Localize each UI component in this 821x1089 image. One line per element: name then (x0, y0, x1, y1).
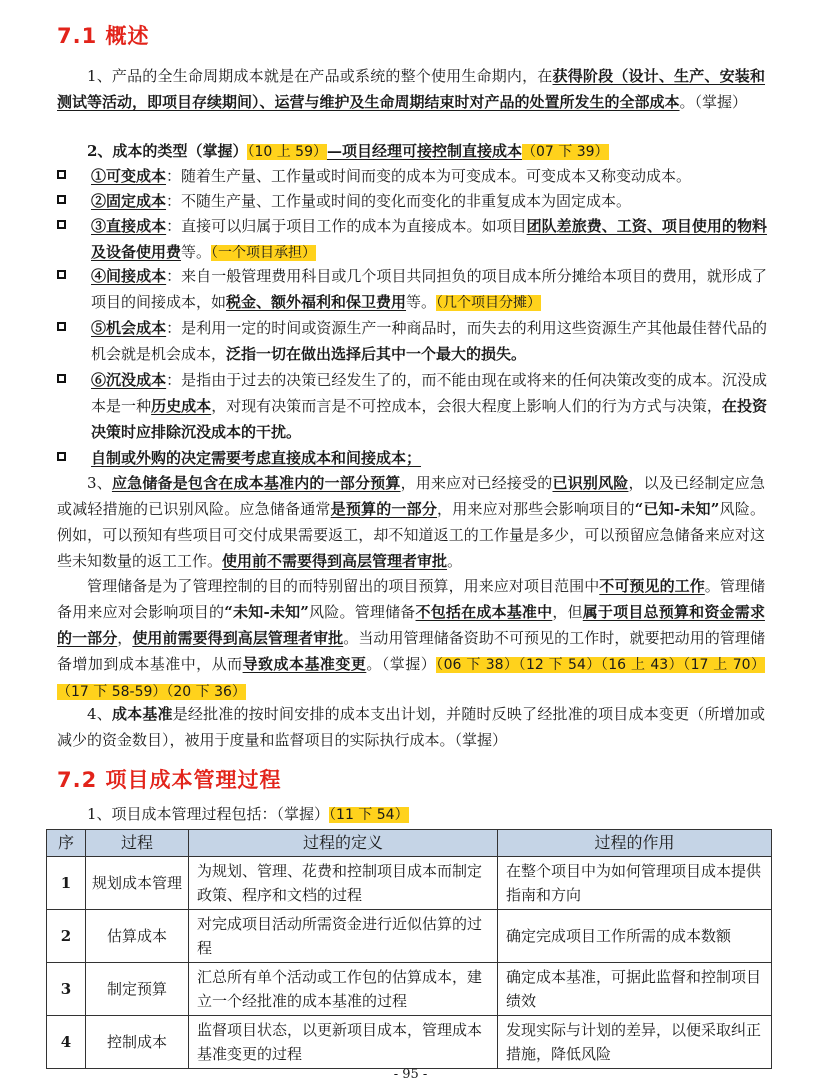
underlined-text: 使用前需要得到高层管理者审批 (132, 629, 344, 647)
process-role: 确定成本基准，可据此监督和控制项目绩效 (498, 963, 772, 1016)
underlined-text: 税金、额外福利和保卫费用 (226, 293, 407, 311)
text: 。（掌握） (366, 655, 437, 673)
underlined-text: 团队差旅费、工资、项目使用的物料及设备使用费 (91, 217, 767, 261)
exam-highlight: （11 下 54） (329, 807, 409, 823)
bold-text: 泛指一切在做出选择后其中一个最大的损失。 (226, 345, 527, 363)
process-role: 发现实际与计划的差异，以便采取纠正措施，降低风险 (498, 1016, 772, 1069)
exam-highlight: （几个项目分摊） (436, 295, 542, 311)
text: 1、产品的全生命周期成本就是在产品或系统的整个使用生命期内，在 (87, 67, 553, 85)
exam-highlight: （07 下 39） (522, 144, 609, 160)
section-heading-7-2: 7.2 项目成本管理过程 (57, 768, 282, 792)
process-role: 确定完成项目工作所需的成本数额 (498, 910, 772, 963)
paragraph-management-reserve (57, 573, 765, 705)
section-heading-7-1: 7.1 概述 (57, 24, 150, 48)
text: 。当动用管理储备资助不可预见的工作时，就要把动用的管理储备增加到成本基准中，从而 (57, 629, 765, 673)
table-row (47, 963, 772, 1016)
text: 风险。管理储备 (308, 603, 416, 621)
bullet-sunk-cost (57, 367, 767, 445)
table-row (47, 1016, 772, 1069)
text: 2、成本的类型（掌握） (87, 142, 248, 160)
text: 4、 (87, 705, 112, 723)
text: ：是利用一定的时间或资源生产一种商品时，而失去的利用这些资源生产其他最佳替代品的机会就是机会成本， (91, 319, 767, 363)
process-name: 估算成本 (86, 910, 189, 963)
underlined-text: 获得阶段（设计、生产、安装和测试等活动，即项目存续期间）、运营与维护及生命周期结束时对产品的处置所发生的全部成本 (57, 67, 765, 111)
text: 1、项目成本管理过程包括：（掌握） (87, 805, 330, 823)
row-number: 4 (47, 1016, 86, 1069)
bold-text: 成本基准 (111, 705, 173, 723)
exam-highlight: （一个项目承担） (211, 245, 317, 261)
paragraph-cost-types (57, 138, 765, 165)
table-row (47, 857, 772, 910)
underlined-text: 自制或外购的决定需要考虑直接成本和间接成本； (91, 449, 422, 467)
text: 。（掌握） (679, 93, 748, 111)
exam-highlight: （06 下 38）（12 下 54）（16 上 43）（17 上 70）（17 下 58-59）（20 下 36） (57, 657, 765, 700)
text: ，用来应对那些会影响项目的 (437, 500, 635, 518)
bullet-fixed-cost (57, 188, 767, 214)
paragraph-process-intro (57, 801, 765, 828)
header-process: 过程 (86, 830, 189, 857)
process-name: 制定预算 (86, 963, 189, 1016)
header-definition: 过程的定义 (189, 830, 498, 857)
term: ⑤机会成本 (91, 319, 167, 337)
text: ，但 (552, 603, 583, 621)
header-role: 过程的作用 (498, 830, 772, 857)
term: ④间接成本 (91, 267, 167, 285)
term: ⑥沉没成本 (91, 371, 167, 389)
process-name: 规划成本管理 (86, 857, 189, 910)
checkbox-bullet-icon (57, 322, 66, 331)
underlined-text: 使用前不需要得到高层管理者审批 (222, 552, 448, 570)
text: 等。 (406, 293, 437, 311)
bold-text: “已知-未知” (634, 500, 720, 518)
row-number: 1 (47, 857, 86, 910)
underlined-text: 不可预见的工作 (599, 577, 705, 595)
underlined-text: 历史成本 (151, 397, 212, 415)
row-number: 3 (47, 963, 86, 1016)
table-header-row (47, 830, 772, 857)
bullet-indirect-cost (57, 263, 767, 316)
bullet-opportunity-cost (57, 315, 767, 367)
page-number: - 95 - (393, 1067, 428, 1082)
underlined-text: 不包括在成本基准中 (415, 603, 553, 621)
text: ：来自一般管理费用科目或几个项目共同担负的项目成本所分摊给本项目的费用，就形成了项目的间接成本，如 (91, 267, 767, 311)
table-row (47, 910, 772, 963)
paragraph-lifecycle-cost (57, 63, 765, 115)
bold-text: “未知-未知” (224, 603, 309, 621)
process-role: 在整个项目中为如何管理项目成本提供指南和方向 (498, 857, 772, 910)
text: ，用来应对已经接受的 (400, 474, 553, 492)
process-definition: 汇总所有单个活动或工作包的估算成本，建立一个经批准的成本基准的过程 (189, 963, 498, 1016)
row-number: 2 (47, 910, 86, 963)
process-definition: 对完成项目活动所需资金进行近似估算的过程 (189, 910, 498, 963)
underlined-text: 导致成本基准变更 (242, 655, 367, 673)
checkbox-bullet-icon (57, 452, 66, 461)
process-definition: 监督项目状态，以更新项目成本，管理成本基准变更的过程 (189, 1016, 498, 1069)
checkbox-bullet-icon (57, 374, 66, 383)
paragraph-contingency-reserve (57, 470, 765, 574)
term: ③直接成本 (91, 217, 167, 235)
underlined-text: 应急储备是包含在成本基准内的一部分预算 (111, 474, 401, 492)
checkbox-bullet-icon (57, 195, 66, 204)
checkbox-bullet-icon (57, 270, 66, 279)
underlined-text: 已识别风险 (552, 474, 629, 492)
bullet-make-or-buy (57, 445, 767, 471)
bold-text: 在投资决策时应排除沉没成本的干扰。 (91, 397, 767, 441)
process-name: 控制成本 (86, 1016, 189, 1069)
text: ：是指由于过去的决策已经发生了的，而不能由现在或将来的任何决策改变的成本。沉没成本是一种 (91, 371, 767, 415)
paragraph-cost-baseline (57, 701, 765, 753)
process-definition: 为规划、管理、花费和控制项目成本而制定政策、程序和文档的过程 (189, 857, 498, 910)
text: 。管理储备用来应对会影响项目的 (57, 577, 765, 621)
bullet-variable-cost (57, 163, 767, 189)
header-seq: 序 (47, 830, 86, 857)
text: ，对现有决策而言是不可控成本，会很大程度上影响人们的行为方式与决策， (211, 397, 722, 415)
term: ①可变成本 (91, 167, 167, 185)
process-table (46, 829, 772, 1069)
text: 是经批准的按时间安排的成本支出计划，并随时反映了经批准的项目成本变更（所增加或减少的资金数目），被用于度量和监督项目的实际执行成本。（掌握） (57, 705, 765, 749)
text: 风险。例如，可以预知有些项目可交付成果需要返工，却不知道返工的工作量是多少，可以预留应急储备来应对这些未知数量的返工工作。 (57, 500, 765, 570)
text: ：直接可以归属于项目工作的成本为直接成本。如项目 (166, 217, 527, 235)
underlined-text: 是预算的一部分 (330, 500, 438, 518)
text: ：随着生产量、工作量或时间而变的成本为可变成本。可变成本又称变动成本。 (166, 167, 692, 185)
text: ，以及已经制定应急或减轻措施的已识别风险。应急储备通常 (57, 474, 765, 518)
checkbox-bullet-icon (57, 170, 66, 179)
text: ， (117, 629, 133, 647)
exam-highlight: （10 上 59） (247, 144, 327, 160)
checkbox-bullet-icon (57, 220, 66, 229)
text: 管理储备是为了管理控制的目的而特别留出的项目预算，用来应对项目范围中 (87, 577, 600, 595)
text: 。 (447, 552, 463, 570)
text: 3、 (87, 474, 112, 492)
underlined-text: —项目经理可接控制直接成本 (326, 142, 522, 160)
text: 等。 (181, 243, 212, 261)
term: ②固定成本 (91, 192, 167, 210)
text: ：不随生产量、工作量或时间的变化而变化的非重复成本为固定成本。 (166, 192, 632, 210)
bullet-direct-cost (57, 213, 767, 266)
underlined-text: 属于项目总预算和资金需求的一部分 (57, 603, 765, 647)
